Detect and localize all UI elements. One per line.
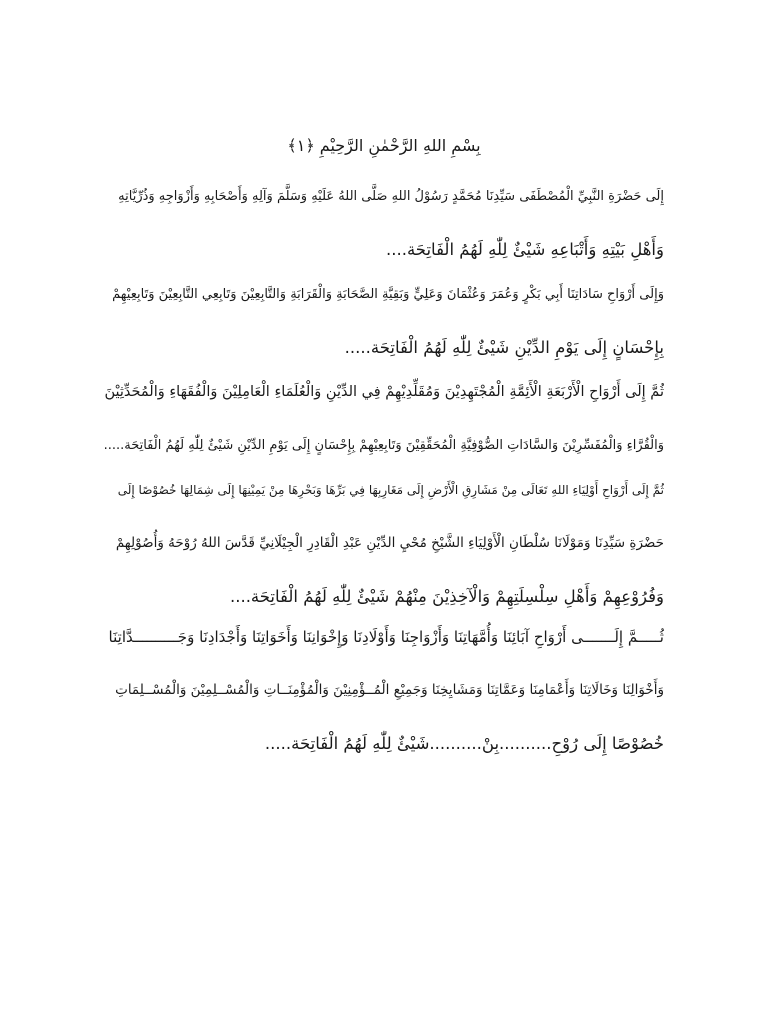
paragraph-4 [104, 464, 664, 623]
paragraph-1 [104, 170, 664, 276]
paragraph-5 [104, 611, 664, 770]
paragraph-line: خُصُوْصًا إِلَى رُوْحِ..........بِنْ..........شَيْئٌ لِلّٰهِ لَهُمُ الْفَاتِحَة..... [264, 734, 664, 753]
paragraph-line: وَفُرُوْعِهِمْ وَأَهْلِ سِلْسِلَتِهِمْ وَالْآخِذِيْنَ مِنْهُمْ شَيْئٌ لِلّٰهِ لَهُمُ الْفَاتِحَة.... [229, 587, 664, 606]
paragraph-line: ثُمَّ إِلَى أَرْوَاحِ أَوْلِيَاءِ اللهِ تَعَالَى مِنْ مَشَارِقِ الْأَرْضِ إِلَى مَغَارِبِهَا فِي بَرِّهَا وَبَحْرِهَا مِنْ يَمِيْنِهَا إِلَى شِمَالِهَا خُصُوْصًا إِلَى [117, 483, 664, 497]
paragraph-line: وَأَهْلِ بَيْتِهِ وَأَتْبَاعِهِ شَيْئٌ لِلّٰهِ لَهُمُ الْفَاتِحَة.... [385, 240, 664, 259]
paragraph-line: وَإِلَى أَرْوَاحِ سَادَاتِنَا أَبِي بَكْرٍ وَعُمَرَ وَعُثْمَانَ وَعَلِيٍّ وَبَقِيَّةِ الصَّحَابَةِ وَالْقَرَابَةِ وَالتَّابِعِيْنَ وَتَابِعِي التَّابِعِيْنَ وَتَابِعِيْهِمْ [112, 287, 664, 302]
paragraph-line: ثُمَّ إِلَى أَرْوَاحِ الْأَرْبَعَةِ الْأَئِمَّةِ الْمُجْتَهِدِيْنَ وَمُقَلِّدِيْهِمْ فِي الدِّيْنِ وَالْعُلَمَاءِ الْعَامِلِيْنَ وَالْفُقَهَاءِ وَالْمُحَدِّثِيْنَ [104, 384, 664, 400]
paragraph-line: ثُـــــمَّ إِلَـــــــى أَرْوَاحِ آبَائِنَا وَأُمَّهَاتِنَا وَأَزْوَاجِنَا وَأَوْلَادِنَا وَإِخْوَانِنَا وَأَخَوَاتِنَا وَأَجْدَادِنَا وَجَــــــــــدَّاتِنَا [108, 628, 664, 646]
paragraph-line: حَضْرَةِ سَيِّدِنَا وَمَوْلَانَا سُلْطَانِ الْأَوْلِيَاءِ الشَّيْخِ مُحْيِ الدِّيْنِ عَبْدِ الْقَادِرِ الْجِيْلَانِيِّ قَدَّسَ اللهُ رُوْحَهُ وَأُصُوْلِهِمْ [115, 535, 664, 551]
paragraph-line: وَالْقُرَّاءِ وَالْمُفَسِّرِيْنَ وَالسَّادَاتِ الصُّوْفِيَّةِ الْمُحَقِّقِيْنَ وَتَابِعِيْهِمْ بِإِحْسَانٍ إِلَى يَوْمِ الدِّيْنِ شَيْئٌ لِلّٰهِ لَهُمُ الْفَاتِحَة..... [104, 438, 664, 453]
paragraph-3 [104, 366, 664, 472]
paragraph-line: وَأَخْوَالِنَا وَخَالَاتِنَا وَأَعْمَامِنَا وَعَمَّاتِنَا وَمَشَايِخِنَا وَجَمِيْعِ الْمُــؤْمِنِيْنَ وَالْمُؤْمِنَــاتِ وَالْمُسْــلِمِيْنَ وَالْمُسْــلِمَاتِ [115, 682, 664, 698]
paragraph-2 [104, 268, 664, 374]
paragraph-line: إِلَى حَضْرَةِ النَّبِيِّ الْمُصْطَفَى سَيِّدِنَا مُحَمَّدٍ رَسُوْلُ اللهِ صَلَّى اللهُ عَلَيْهِ وَسَلَّمَ وَآلِهِ وَأَصْحَابِهِ وَأَزْوَاجِهِ وَذُرِّيَّاتِهِ [118, 189, 664, 204]
paragraph-line: بِإِحْسَانٍ إِلَى يَوْمِ الدِّيْنِ شَيْئٌ لِلّٰهِ لَهُمُ الْفَاتِحَة..... [344, 338, 664, 357]
basmala-heading: بِسْمِ اللهِ الرَّحْمٰنِ الرَّحِيْمِ ﴿١﴾ [287, 136, 481, 155]
